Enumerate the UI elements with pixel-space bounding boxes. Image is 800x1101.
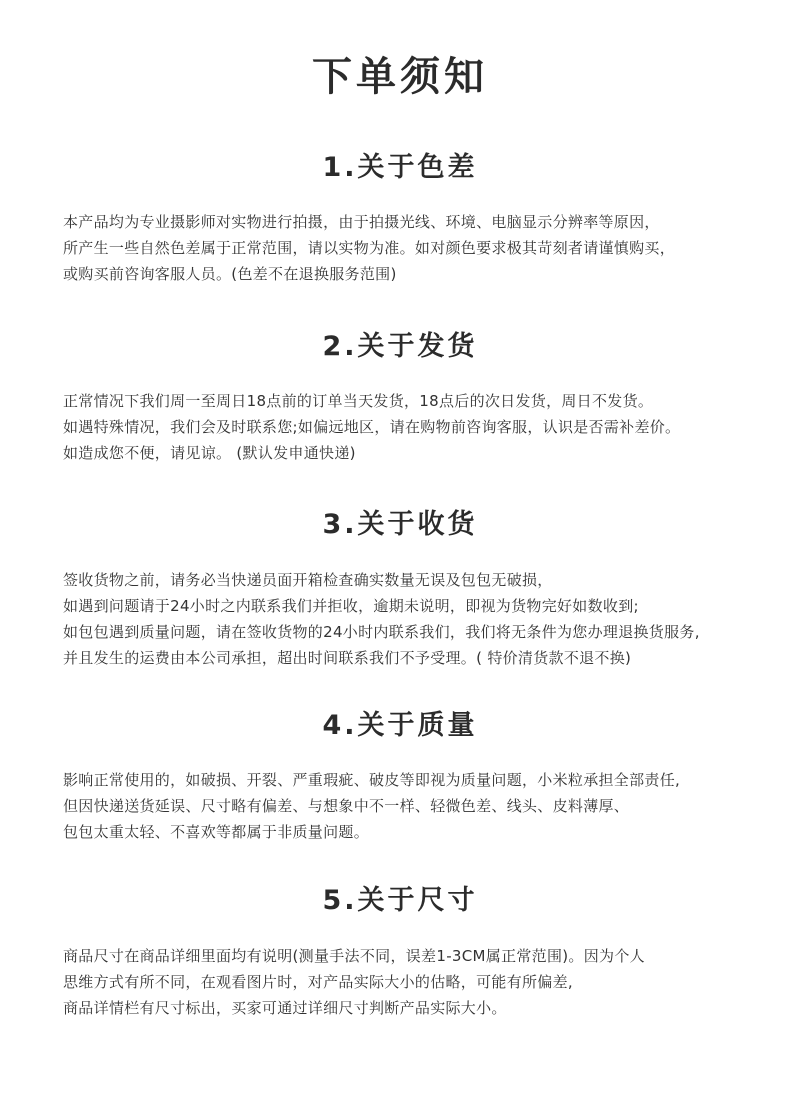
section-line: 包包太重太轻、不喜欢等都属于非质量问题。 (63, 823, 370, 841)
section-heading-color-difference: 1.关于色差 (322, 152, 478, 183)
section-heading-quality: 4.关于质量 (322, 710, 478, 741)
section-line: 如包包遇到质量问题，请在签收货物的24小时内联系我们，我们将无条件为您办理退换货服务, (63, 623, 700, 641)
section-body-color-difference (63, 209, 778, 287)
section-line: 如遇特殊情况，我们会及时联系您;如偏远地区，请在购物前咨询客服，认识是否需补差价。 (63, 418, 681, 436)
page-title: 下单须知 (312, 54, 488, 100)
section-line: 正常情况下我们周一至周日18点前的订单当天发货，18点后的次日发货，周日不发货。 (63, 392, 654, 410)
section-line: 签收货物之前，请务必当快递员面开箱检查确实数量无误及包包无破损， (63, 571, 553, 589)
section-heading-shipping: 2.关于发货 (322, 331, 478, 362)
section-line: 并且发生的运费由本公司承担，超出时间联系我们不予受理。( 特价清货款不退不换) (63, 649, 632, 667)
section-body-quality (63, 767, 778, 845)
section-line: 商品尺寸在商品详细里面均有说明(测量手法不同，误差1-3CM属正常范围)。因为个人 (63, 947, 645, 965)
section-body-size (63, 943, 778, 1021)
section-line: 或购买前咨询客服人员。(色差不在退换服务范围) (63, 265, 397, 283)
section-line: 商品详情栏有尺寸标出，买家可通过详细尺寸判断产品实际大小。 (63, 999, 507, 1017)
section-line: 影响正常使用的，如破损、开裂、严重瑕疵、破皮等即视为质量问题，小米粒承担全部责任, (63, 771, 681, 789)
section-line: 但因快递送货延误、尺寸略有偏差、与想象中不一样、轻微色差、线头、皮料薄厚、 (63, 797, 630, 815)
section-heading-receiving: 3.关于收货 (322, 509, 478, 540)
section-body-receiving (63, 567, 778, 671)
section-heading-size: 5.关于尺寸 (322, 885, 478, 916)
section-body-shipping (63, 388, 778, 466)
section-line: 如造成您不便，请见谅。 (默认发申通快递) (63, 444, 356, 462)
section-line: 所产生一些自然色差属于正常范围，请以实物为准。如对颜色要求极其苛刻者请谨慎购买， (63, 239, 676, 257)
section-line: 如遇到问题请于24小时之内联系我们并拒收，逾期未说明，即视为货物完好如数收到; (63, 597, 639, 615)
section-line: 本产品均为专业摄影师对实物进行拍摄，由于拍摄光线、环境、电脑显示分辨率等原因， (63, 213, 660, 231)
section-line: 思维方式有所不同，在观看图片时，对产品实际大小的估略，可能有所偏差, (63, 973, 573, 991)
